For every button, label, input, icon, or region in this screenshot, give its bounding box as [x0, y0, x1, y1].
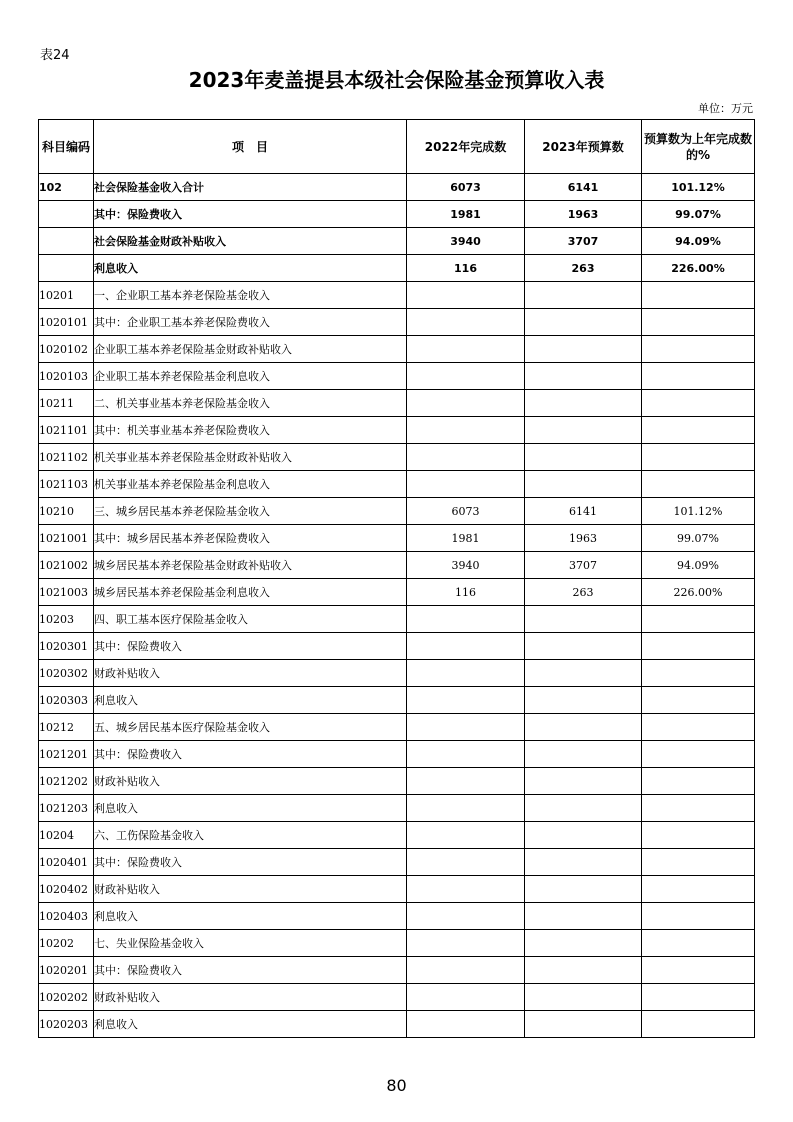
row-item: 其中：保险费收入 [94, 849, 407, 876]
row-ratio [642, 660, 755, 687]
row-item: 城乡居民基本养老保险基金利息收入 [94, 579, 407, 606]
row-ratio [642, 417, 755, 444]
table-row [39, 201, 755, 228]
row-item: 其中：保险费收入 [94, 957, 407, 984]
row-code: 1020202 [39, 984, 94, 1011]
row-code: 1021003 [39, 579, 94, 606]
row-ratio: 101.12% [642, 174, 755, 201]
table-row [39, 579, 755, 606]
row-ratio [642, 903, 755, 930]
row-code: 10201 [39, 282, 94, 309]
row-item: 企业职工基本养老保险基金利息收入 [94, 363, 407, 390]
row-code: 1020201 [39, 957, 94, 984]
row-2023-budget: 3707 [525, 228, 642, 255]
table-row [39, 633, 755, 660]
row-ratio: 226.00% [642, 579, 755, 606]
row-2022-actual [407, 1011, 525, 1038]
row-2022-actual: 116 [407, 255, 525, 282]
row-2022-actual [407, 687, 525, 714]
row-ratio [642, 714, 755, 741]
header-2022-actual: 2022年完成数 [407, 120, 525, 174]
row-item: 利息收入 [94, 687, 407, 714]
row-2023-budget [525, 363, 642, 390]
row-2022-actual [407, 714, 525, 741]
row-item: 利息收入 [94, 795, 407, 822]
row-2023-budget [525, 795, 642, 822]
row-2022-actual [407, 633, 525, 660]
row-2022-actual [407, 822, 525, 849]
row-code: 1020303 [39, 687, 94, 714]
row-2022-actual [407, 390, 525, 417]
row-2022-actual [407, 741, 525, 768]
budget-table [38, 119, 755, 1038]
row-ratio [642, 687, 755, 714]
row-ratio [642, 363, 755, 390]
row-2023-budget: 3707 [525, 552, 642, 579]
row-ratio [642, 1011, 755, 1038]
row-2023-budget [525, 714, 642, 741]
table-body [39, 174, 755, 1038]
row-2023-budget: 6141 [525, 498, 642, 525]
row-2022-actual: 1981 [407, 525, 525, 552]
row-item: 社会保险基金财政补贴收入 [94, 228, 407, 255]
row-2022-actual [407, 768, 525, 795]
row-item: 其中：保险费收入 [94, 741, 407, 768]
row-ratio [642, 336, 755, 363]
row-2022-actual [407, 417, 525, 444]
row-2023-budget [525, 282, 642, 309]
header-row [39, 120, 755, 174]
row-2022-actual: 3940 [407, 228, 525, 255]
row-2022-actual: 3940 [407, 552, 525, 579]
table-row [39, 903, 755, 930]
table-row [39, 552, 755, 579]
row-2022-actual [407, 660, 525, 687]
row-2023-budget: 263 [525, 579, 642, 606]
table-row [39, 255, 755, 282]
table-row [39, 228, 755, 255]
header-code: 科目编码 [39, 120, 94, 174]
unit-label: 单位：万元 [698, 102, 753, 115]
table-row [39, 714, 755, 741]
row-ratio [642, 822, 755, 849]
row-code: 1020103 [39, 363, 94, 390]
row-item: 城乡居民基本养老保险基金财政补贴收入 [94, 552, 407, 579]
row-item: 机关事业基本养老保险基金利息收入 [94, 471, 407, 498]
row-ratio: 99.07% [642, 525, 755, 552]
row-2023-budget [525, 741, 642, 768]
table-row [39, 1011, 755, 1038]
table-row [39, 957, 755, 984]
row-code [39, 255, 94, 282]
table-row [39, 606, 755, 633]
row-code: 1020401 [39, 849, 94, 876]
row-code: 1020403 [39, 903, 94, 930]
table-row [39, 687, 755, 714]
row-ratio: 101.12% [642, 498, 755, 525]
row-2022-actual: 6073 [407, 498, 525, 525]
row-code: 1021002 [39, 552, 94, 579]
row-ratio [642, 930, 755, 957]
page-title: 2023年麦盖提县本级社会保险基金预算收入表 [188, 68, 605, 92]
row-code: 1021203 [39, 795, 94, 822]
row-item: 利息收入 [94, 255, 407, 282]
row-code: 1021201 [39, 741, 94, 768]
row-2022-actual [407, 957, 525, 984]
row-2023-budget [525, 606, 642, 633]
row-code: 10211 [39, 390, 94, 417]
row-item: 五、城乡居民基本医疗保险基金收入 [94, 714, 407, 741]
row-2022-actual [407, 903, 525, 930]
row-2023-budget [525, 903, 642, 930]
header-2023-budget: 2023年预算数 [525, 120, 642, 174]
page-number: 80 [386, 1076, 407, 1095]
row-code: 1020302 [39, 660, 94, 687]
table-row [39, 660, 755, 687]
row-ratio [642, 768, 755, 795]
table-label: 表24 [40, 48, 70, 63]
row-ratio [642, 876, 755, 903]
row-2023-budget: 1963 [525, 201, 642, 228]
row-item: 一、企业职工基本养老保险基金收入 [94, 282, 407, 309]
row-item: 财政补贴收入 [94, 768, 407, 795]
row-code: 1020101 [39, 309, 94, 336]
row-2022-actual: 1981 [407, 201, 525, 228]
row-code [39, 228, 94, 255]
row-item: 财政补贴收入 [94, 984, 407, 1011]
row-ratio: 99.07% [642, 201, 755, 228]
row-2022-actual [407, 930, 525, 957]
row-2023-budget [525, 633, 642, 660]
row-ratio: 94.09% [642, 228, 755, 255]
row-item: 四、职工基本医疗保险基金收入 [94, 606, 407, 633]
row-code: 10202 [39, 930, 94, 957]
row-ratio: 94.09% [642, 552, 755, 579]
row-2023-budget [525, 309, 642, 336]
table-row [39, 498, 755, 525]
row-item: 六、工伤保险基金收入 [94, 822, 407, 849]
row-item: 社会保险基金收入合计 [94, 174, 407, 201]
row-2023-budget [525, 957, 642, 984]
row-2022-actual [407, 795, 525, 822]
row-2023-budget [525, 930, 642, 957]
row-item: 其中：保险费收入 [94, 633, 407, 660]
row-2022-actual [407, 984, 525, 1011]
row-item: 利息收入 [94, 1011, 407, 1038]
row-code: 10212 [39, 714, 94, 741]
row-2023-budget [525, 849, 642, 876]
table-row [39, 390, 755, 417]
row-2023-budget [525, 768, 642, 795]
row-item: 其中：企业职工基本养老保险费收入 [94, 309, 407, 336]
table-row [39, 174, 755, 201]
row-code: 10210 [39, 498, 94, 525]
row-code: 1021102 [39, 444, 94, 471]
row-ratio [642, 282, 755, 309]
row-ratio [642, 309, 755, 336]
row-item: 其中：机关事业基本养老保险费收入 [94, 417, 407, 444]
table-row [39, 741, 755, 768]
table-row [39, 471, 755, 498]
row-code: 1021202 [39, 768, 94, 795]
table-row [39, 525, 755, 552]
row-2023-budget [525, 822, 642, 849]
row-code: 10203 [39, 606, 94, 633]
row-2022-actual [407, 606, 525, 633]
row-2023-budget [525, 876, 642, 903]
row-2022-actual [407, 336, 525, 363]
row-code: 102 [39, 174, 94, 201]
row-item: 三、城乡居民基本养老保险基金收入 [94, 498, 407, 525]
row-item: 企业职工基本养老保险基金财政补贴收入 [94, 336, 407, 363]
header-ratio: 预算数为上年完成数的% [642, 120, 755, 174]
row-2023-budget: 1963 [525, 525, 642, 552]
table-row [39, 336, 755, 363]
row-code: 1020102 [39, 336, 94, 363]
row-2022-actual [407, 849, 525, 876]
row-ratio [642, 471, 755, 498]
header-item: 项 目 [94, 120, 407, 174]
row-ratio [642, 633, 755, 660]
table-row [39, 930, 755, 957]
row-2023-budget [525, 687, 642, 714]
row-2023-budget [525, 336, 642, 363]
row-2023-budget [525, 984, 642, 1011]
row-item: 其中：城乡居民基本养老保险费收入 [94, 525, 407, 552]
row-item: 二、机关事业基本养老保险基金收入 [94, 390, 407, 417]
table-row [39, 363, 755, 390]
row-code [39, 201, 94, 228]
row-code: 10204 [39, 822, 94, 849]
row-ratio [642, 390, 755, 417]
row-2023-budget [525, 1011, 642, 1038]
table-row [39, 984, 755, 1011]
row-ratio [642, 606, 755, 633]
table-row [39, 876, 755, 903]
row-2023-budget [525, 471, 642, 498]
row-2022-actual: 116 [407, 579, 525, 606]
row-ratio [642, 741, 755, 768]
row-ratio [642, 984, 755, 1011]
row-code: 1020402 [39, 876, 94, 903]
row-2023-budget [525, 390, 642, 417]
row-ratio [642, 444, 755, 471]
row-code: 1020203 [39, 1011, 94, 1038]
row-item: 财政补贴收入 [94, 876, 407, 903]
table-row [39, 768, 755, 795]
row-ratio: 226.00% [642, 255, 755, 282]
table-row [39, 417, 755, 444]
row-2023-budget: 6141 [525, 174, 642, 201]
row-code: 1020301 [39, 633, 94, 660]
row-2022-actual [407, 471, 525, 498]
table-row [39, 309, 755, 336]
row-2022-actual [407, 309, 525, 336]
row-ratio [642, 957, 755, 984]
row-2022-actual [407, 876, 525, 903]
table-row [39, 282, 755, 309]
row-2022-actual [407, 444, 525, 471]
row-2023-budget [525, 444, 642, 471]
row-2022-actual [407, 282, 525, 309]
row-code: 1021103 [39, 471, 94, 498]
table-row [39, 795, 755, 822]
row-2023-budget: 263 [525, 255, 642, 282]
row-code: 1021001 [39, 525, 94, 552]
table-row [39, 822, 755, 849]
row-2022-actual: 6073 [407, 174, 525, 201]
row-2023-budget [525, 417, 642, 444]
row-item: 利息收入 [94, 903, 407, 930]
row-code: 1021101 [39, 417, 94, 444]
row-item: 其中：保险费收入 [94, 201, 407, 228]
row-item: 机关事业基本养老保险基金财政补贴收入 [94, 444, 407, 471]
row-item: 财政补贴收入 [94, 660, 407, 687]
row-2022-actual [407, 363, 525, 390]
row-item: 七、失业保险基金收入 [94, 930, 407, 957]
table-row [39, 849, 755, 876]
row-2023-budget [525, 660, 642, 687]
table-row [39, 444, 755, 471]
row-ratio [642, 849, 755, 876]
row-ratio [642, 795, 755, 822]
